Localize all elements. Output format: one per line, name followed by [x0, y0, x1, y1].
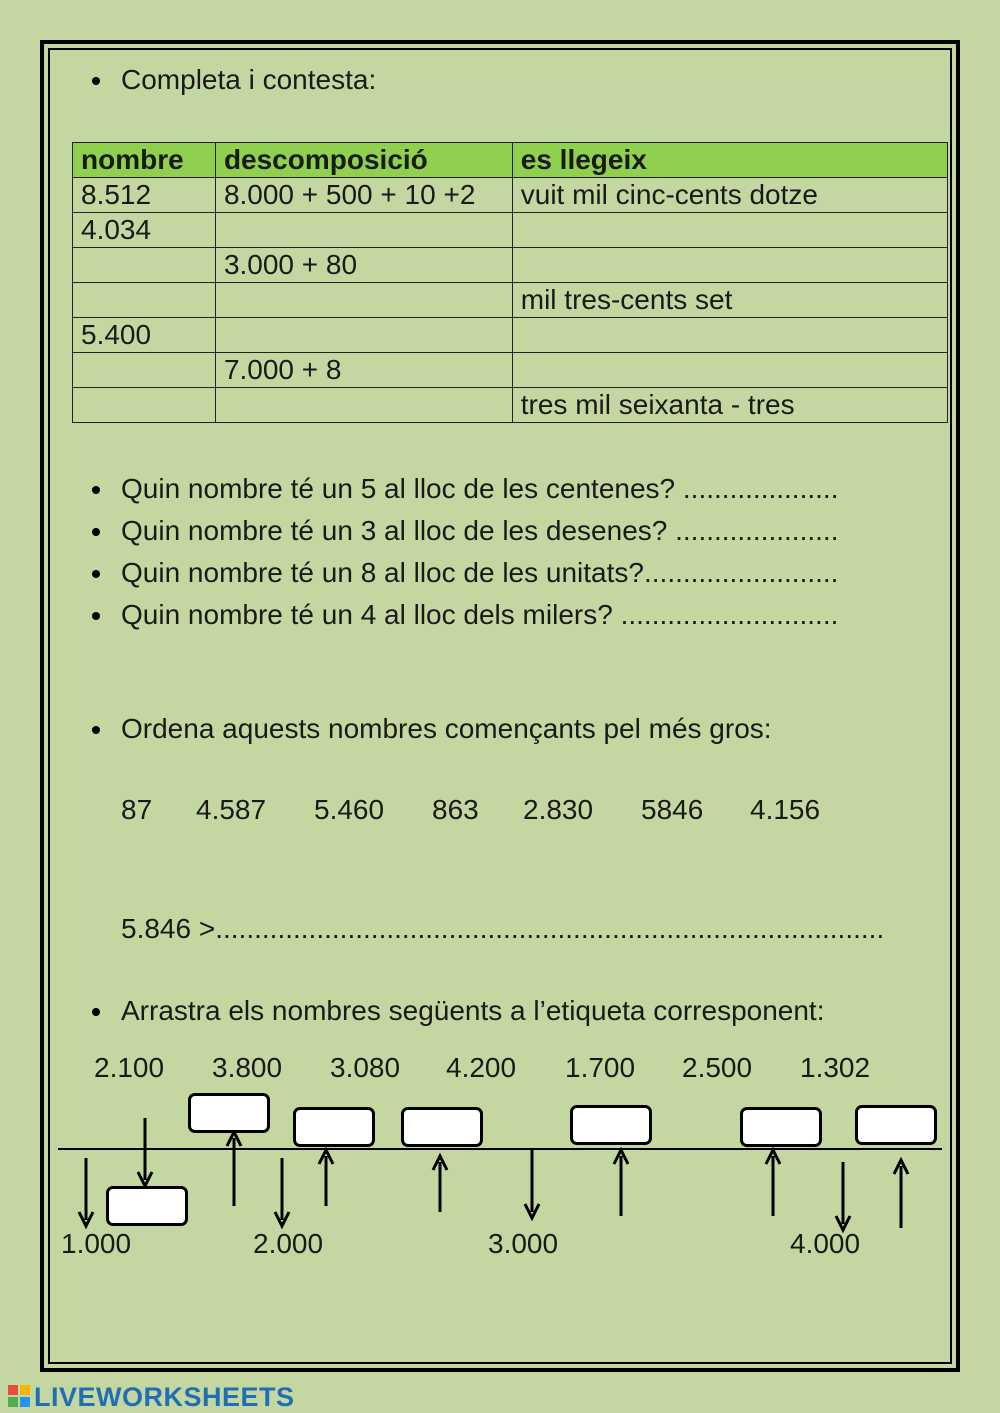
- drag-instruction: Arrastra els nombres següents a l’etiqueta corresponent:: [121, 995, 825, 1026]
- axis-label-3000: 3.000: [488, 1228, 559, 1259]
- cell-reading: mil tres-cents set: [512, 283, 947, 318]
- axis-label-4000: 4.000: [790, 1228, 861, 1259]
- question-centenes[interactable]: Quin nombre té un 5 al lloc de les centenes? ....................: [121, 473, 839, 504]
- drop-box-1[interactable]: [106, 1186, 188, 1226]
- drag-number[interactable]: 2.500: [682, 1052, 753, 1083]
- question-desenes[interactable]: Quin nombre té un 3 al lloc de les desenes? .....................: [121, 515, 839, 546]
- cell-number: 8.512: [73, 178, 216, 213]
- cell-number: 4.034: [73, 213, 216, 248]
- drag-number[interactable]: 4.200: [446, 1052, 517, 1083]
- drag-number[interactable]: 3.800: [212, 1052, 283, 1083]
- drop-box-6[interactable]: [740, 1107, 822, 1147]
- axis-label-2000: 2.000: [253, 1228, 324, 1259]
- question-unitats[interactable]: Quin nombre té un 8 al lloc de les unitats?.........................: [121, 557, 839, 588]
- drop-box-2[interactable]: [188, 1093, 270, 1133]
- order-number: 2.830: [523, 794, 594, 825]
- drag-number[interactable]: 3.080: [330, 1052, 401, 1083]
- header-es-llegeix: es llegeix: [512, 143, 947, 178]
- drag-number[interactable]: 1.700: [565, 1052, 636, 1083]
- cell-decomposition: 8.000 + 500 + 10 +2: [215, 178, 512, 213]
- order-answer-line[interactable]: ......................................................................................: [215, 913, 885, 944]
- order-number: 87: [121, 794, 153, 825]
- order-number: 4.156: [750, 794, 821, 825]
- liveworksheets-logo[interactable]: LIVEWORKSHEETS: [34, 1382, 295, 1412]
- drag-number[interactable]: 2.100: [94, 1052, 165, 1083]
- drop-box-7[interactable]: [855, 1105, 937, 1145]
- drag-number[interactable]: 1.302: [800, 1052, 871, 1083]
- drop-box-5[interactable]: [570, 1105, 652, 1145]
- order-number: 5846: [641, 794, 704, 825]
- liveworksheets-logo-icon: [8, 1385, 30, 1407]
- question-milers[interactable]: Quin nombre té un 4 al lloc dels milers? ............................: [121, 599, 839, 630]
- drop-box-3[interactable]: [293, 1107, 375, 1147]
- intro-text: Completa i contesta:: [121, 64, 377, 95]
- cell-decomposition: 3.000 + 80: [215, 248, 512, 283]
- header-descomposicio: descomposició: [215, 143, 512, 178]
- header-nombre: nombre: [73, 143, 216, 178]
- order-number: 863: [432, 794, 479, 825]
- cell-decomposition: 7.000 + 8: [215, 353, 512, 388]
- axis-label-1000: 1.000: [61, 1228, 132, 1259]
- order-answer-prefix: 5.846 >: [121, 913, 216, 944]
- cell-reading: tres mil seixanta - tres: [512, 388, 947, 423]
- order-instruction: Ordena aquests nombres començants pel més gros:: [121, 713, 772, 744]
- order-number: 4.587: [196, 794, 267, 825]
- drop-box-4[interactable]: [401, 1107, 483, 1147]
- cell-number: 5.400: [73, 318, 216, 353]
- order-number: 5.460: [314, 794, 385, 825]
- cell-reading: vuit mil cinc-cents dotze: [512, 178, 947, 213]
